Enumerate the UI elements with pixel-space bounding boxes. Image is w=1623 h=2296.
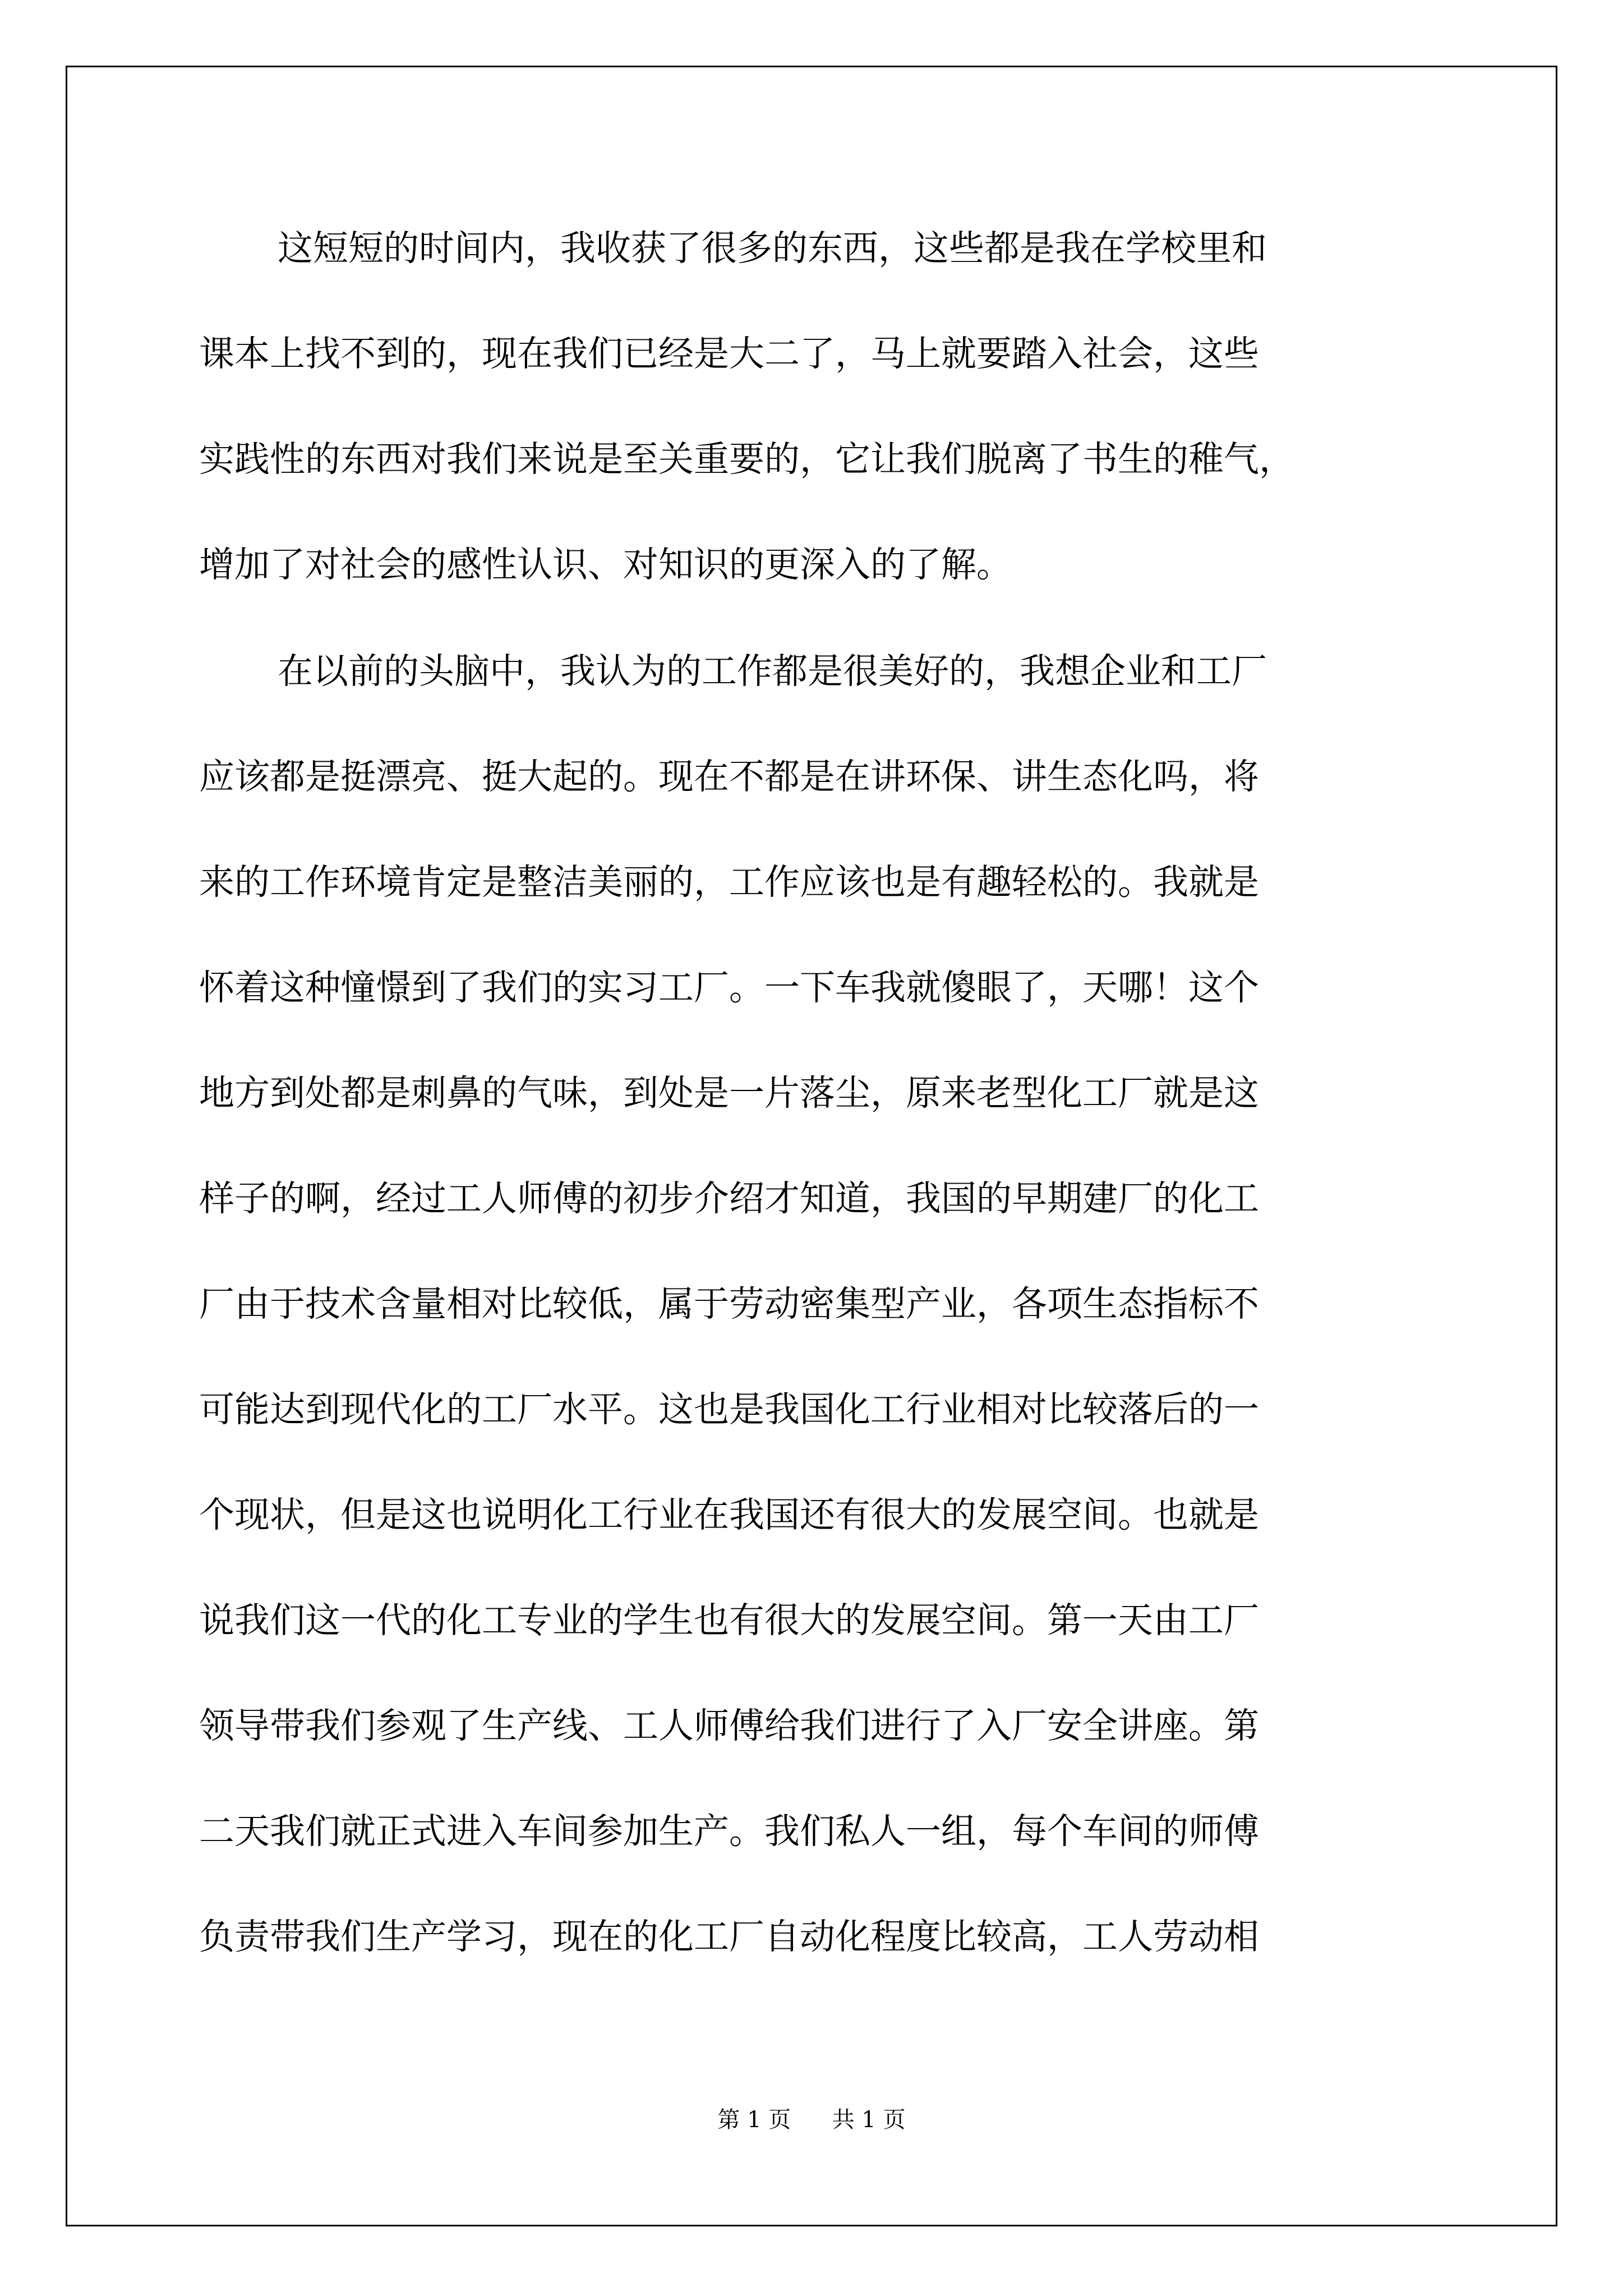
- paragraph-1-line-2: 课本上找不到的，现在我们已经是大二了，马上就要踏入社会，这些: [199, 333, 1259, 374]
- paragraph-2-line-3: 来的工作环境肯定是整洁美丽的，工作应该也是有趣轻松的。我就是: [199, 862, 1259, 903]
- paragraph-2-line-13: 负责带我们生产学习，现在的化工厂自动化程度比较高，工人劳动相: [199, 1916, 1259, 1957]
- paragraph-2-line-4: 怀着这种憧憬到了我们的实习工厂。一下车我就傻眼了，天哪！这个: [199, 967, 1259, 1008]
- paragraph-2-line-9: 个现状，但是这也说明化工行业在我国还有很大的发展空间。也就是: [199, 1494, 1259, 1535]
- total-pages-label: 共 1 页: [832, 2107, 906, 2133]
- paragraph-1-line-3: 实践性的东西对我们来说是至关重要的，它让我们脱离了书生的稚气，: [199, 439, 1294, 480]
- paragraph-2-line-7: 厂由于技术含量相对比较低，属于劳动密集型产业，各项生态指标不: [199, 1283, 1259, 1324]
- page-number-label: 第 1 页: [717, 2107, 791, 2133]
- paragraph-1-line-1: 这短短的时间内，我收获了很多的东西，这些都是我在学校里和: [278, 228, 1267, 269]
- paragraph-2-line-6: 样子的啊，经过工人师傅的初步介绍才知道，我国的早期建厂的化工: [199, 1178, 1259, 1219]
- paragraph-2-line-11: 领导带我们参观了生产线、工人师傅给我们进行了入厂安全讲座。第: [199, 1705, 1259, 1746]
- page-footer: [0, 2106, 1623, 2133]
- paragraph-2-line-10: 说我们这一代的化工专业的学生也有很大的发展空间。第一天由工厂: [199, 1600, 1259, 1641]
- paragraph-2-line-1: 在以前的头脑中，我认为的工作都是很美好的，我想企业和工厂: [278, 651, 1267, 692]
- paragraph-1-line-4: 增加了对社会的感性认识、对知识的更深入的了解。: [199, 544, 1012, 585]
- paragraph-2-line-8: 可能达到现代化的工厂水平。这也是我国化工行业相对比较落后的一: [199, 1389, 1259, 1430]
- paragraph-2-line-5: 地方到处都是刺鼻的气味，到处是一片落尘，原来老型化工厂就是这: [199, 1073, 1259, 1114]
- paragraph-2-line-2: 应该都是挺漂亮、挺大起的。现在不都是在讲环保、讲生态化吗，将: [199, 756, 1259, 797]
- paragraph-2-line-12: 二天我们就正式进入车间参加生产。我们私人一组，每个车间的师傅: [199, 1811, 1259, 1852]
- document-body: [199, 210, 1427, 2004]
